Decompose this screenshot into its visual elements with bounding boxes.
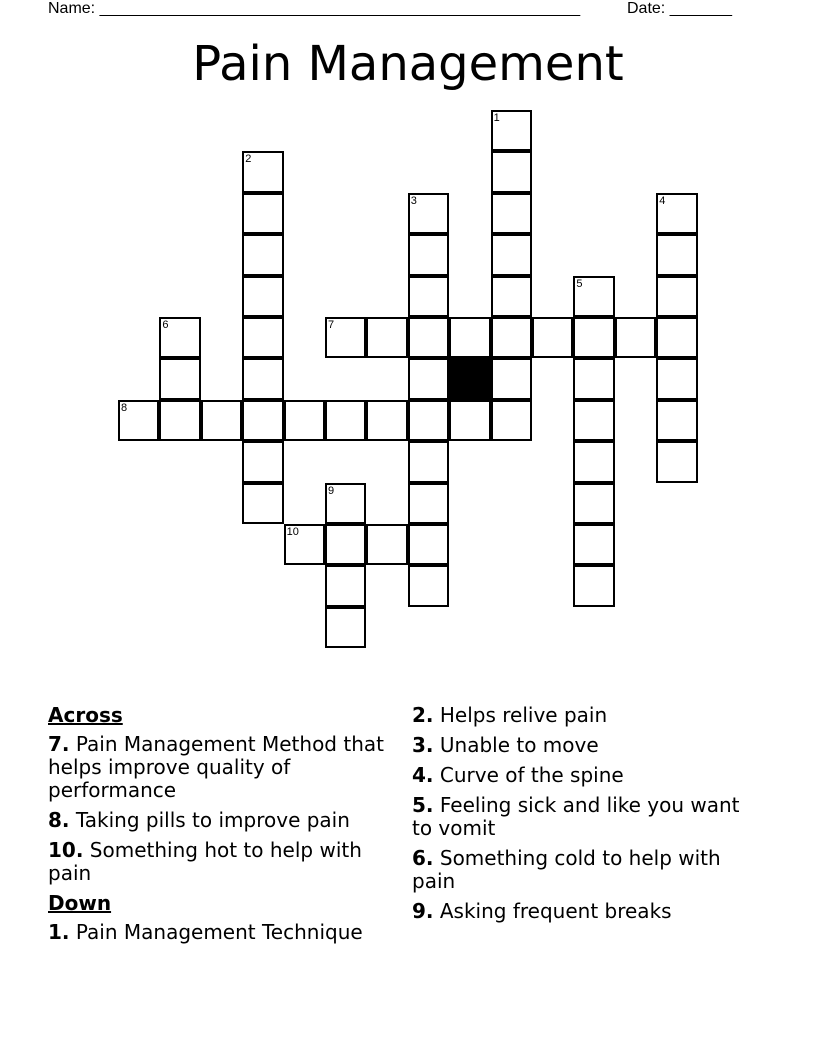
- grid-cell[interactable]: [656, 400, 697, 441]
- grid-cell[interactable]: [573, 483, 614, 524]
- grid-cell[interactable]: [366, 317, 407, 358]
- clue-text: Unable to move: [439, 733, 599, 757]
- page-title: Pain Management: [192, 36, 624, 92]
- grid-cell[interactable]: [491, 234, 532, 275]
- clue-text: Taking pills to improve pain: [75, 808, 350, 832]
- grid-cell[interactable]: [242, 483, 283, 524]
- clue-text: Asking frequent breaks: [439, 899, 672, 923]
- clue-number: 10.: [48, 838, 84, 862]
- cell-number: 8: [121, 401, 128, 414]
- grid-cell[interactable]: [408, 193, 449, 234]
- grid-cell[interactable]: [656, 193, 697, 234]
- grid-cell[interactable]: [491, 276, 532, 317]
- grid-cell[interactable]: [408, 400, 449, 441]
- grid-cell[interactable]: [242, 234, 283, 275]
- grid-cell[interactable]: [408, 565, 449, 606]
- grid-cell[interactable]: [615, 317, 656, 358]
- grid-cell[interactable]: [242, 358, 283, 399]
- grid-cell[interactable]: [408, 358, 449, 399]
- grid-cell[interactable]: [656, 441, 697, 482]
- grid-cell[interactable]: [366, 524, 407, 565]
- clues-left-column: [48, 704, 393, 951]
- grid-cell[interactable]: [325, 524, 366, 565]
- clue-number: 6.: [412, 846, 434, 870]
- cell-number: 1: [493, 112, 500, 124]
- grid-cell[interactable]: [532, 317, 573, 358]
- clue-number: 8.: [48, 808, 70, 832]
- clue-down-2: [412, 704, 762, 727]
- clue-text: Pain Management Method that helps improve quality of performance: [48, 732, 384, 802]
- grid-cell[interactable]: [491, 110, 532, 151]
- clue-down-3: [412, 734, 762, 757]
- grid-cell[interactable]: [408, 317, 449, 358]
- clue-number: 1.: [48, 920, 70, 944]
- grid-cell[interactable]: [408, 441, 449, 482]
- grid-cell[interactable]: [408, 483, 449, 524]
- grid-cell[interactable]: [573, 565, 614, 606]
- clues-right-column: [412, 704, 762, 930]
- clue-number: 9.: [412, 899, 434, 923]
- blocked-cell: [449, 358, 490, 399]
- grid-cell[interactable]: [242, 193, 283, 234]
- clue-number: 5.: [412, 793, 434, 817]
- grid-cell[interactable]: [242, 317, 283, 358]
- grid-cell[interactable]: [449, 400, 490, 441]
- clue-down-6: [412, 847, 762, 893]
- clue-number: 4.: [412, 763, 434, 787]
- cell-number: 10: [286, 526, 299, 538]
- grid-cell[interactable]: [408, 524, 449, 565]
- name-field: Name: ______________________________________________________: [48, 0, 581, 17]
- clue-down-9: [412, 900, 762, 923]
- grid-cell[interactable]: [366, 400, 407, 441]
- cell-number: 7: [328, 319, 335, 331]
- grid-cell[interactable]: [408, 234, 449, 275]
- clue-down-5: [412, 794, 762, 840]
- cell-number: 3: [410, 194, 417, 207]
- grid-cell[interactable]: [159, 358, 200, 399]
- grid-cell[interactable]: [242, 276, 283, 317]
- clue-text: Something hot to help with pain: [48, 838, 362, 885]
- across-heading: Across: [48, 703, 123, 727]
- cell-number: 5: [576, 277, 583, 290]
- grid-cell[interactable]: [284, 400, 325, 441]
- clue-across-10: [48, 839, 393, 885]
- grid-cell[interactable]: [491, 193, 532, 234]
- clue-text: Helps relive pain: [439, 703, 608, 727]
- grid-cell[interactable]: [118, 400, 159, 441]
- date-field: Date: _______: [627, 0, 732, 17]
- grid-cell[interactable]: [325, 483, 366, 524]
- cell-number: 9: [328, 484, 335, 497]
- grid-cell[interactable]: [325, 317, 366, 358]
- clue-number: 7.: [48, 732, 70, 756]
- cell-number: 6: [162, 319, 169, 331]
- grid-cell[interactable]: [573, 358, 614, 399]
- clue-text: Curve of the spine: [439, 763, 624, 787]
- down-heading: Down: [48, 891, 112, 915]
- grid-cell[interactable]: [573, 441, 614, 482]
- clue-text: Feeling sick and like you want to vomit: [412, 793, 740, 840]
- grid-cell[interactable]: [573, 276, 614, 317]
- clue-down-4: [412, 764, 762, 787]
- grid-cell[interactable]: [449, 317, 490, 358]
- grid-cell[interactable]: [656, 276, 697, 317]
- clue-down-1: [48, 921, 393, 944]
- grid-cell[interactable]: [242, 151, 283, 192]
- grid-cell[interactable]: [325, 607, 366, 648]
- clue-across-8: [48, 809, 393, 832]
- clue-text: Pain Management Technique: [75, 920, 363, 944]
- grid-cell[interactable]: [325, 400, 366, 441]
- clue-number: 2.: [412, 703, 434, 727]
- clue-number: 3.: [412, 733, 434, 757]
- grid-cell[interactable]: [491, 400, 532, 441]
- grid-cell[interactable]: [242, 441, 283, 482]
- grid-cell[interactable]: [408, 276, 449, 317]
- grid-cell[interactable]: [491, 317, 532, 358]
- clue-text: Something cold to help with pain: [412, 846, 721, 893]
- grid-cell[interactable]: [159, 317, 200, 358]
- grid-cell[interactable]: [656, 358, 697, 399]
- grid-cell[interactable]: [573, 317, 614, 358]
- grid-cell[interactable]: [656, 234, 697, 275]
- grid-cell[interactable]: [242, 400, 283, 441]
- cell-number: 2: [245, 153, 252, 166]
- clue-across-7: [48, 733, 393, 802]
- grid-cell[interactable]: [159, 400, 200, 441]
- grid-cell[interactable]: [573, 524, 614, 565]
- grid-cell[interactable]: [491, 151, 532, 192]
- cell-number: 4: [659, 194, 666, 207]
- grid-cell[interactable]: [656, 317, 697, 358]
- grid-cell[interactable]: [491, 358, 532, 399]
- grid-cell[interactable]: [573, 400, 614, 441]
- grid-cell[interactable]: [325, 565, 366, 606]
- grid-cell[interactable]: [284, 524, 325, 565]
- grid-cell[interactable]: [201, 400, 242, 441]
